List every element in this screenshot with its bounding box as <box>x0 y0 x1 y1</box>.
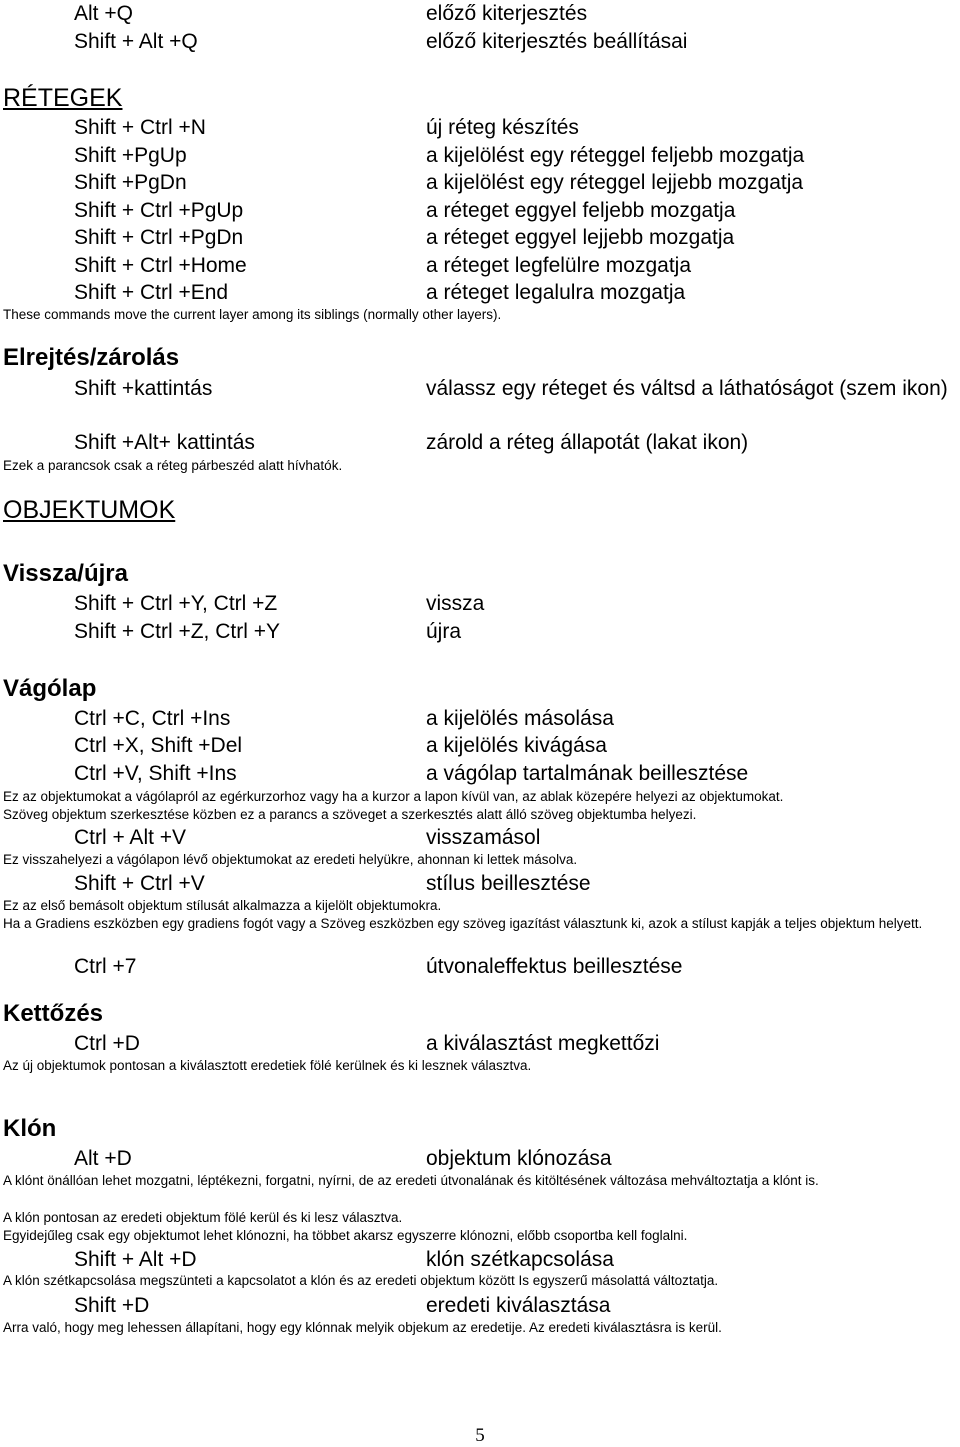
section-heading-duplicate: Kettőzés <box>3 1000 104 1027</box>
shortcut-key: Shift +PgUp <box>74 144 187 167</box>
note-text: Ezek a parancsok csak a réteg párbeszéd alatt hívhatók. <box>3 458 343 473</box>
shortcut-key: Shift + Alt +Q <box>74 30 198 53</box>
shortcut-key: Shift + Alt +D <box>74 1248 197 1271</box>
shortcut-key: Ctrl +7 <box>74 955 137 978</box>
shortcut-key: Shift + Ctrl +End <box>74 281 229 304</box>
shortcut-key: Ctrl + Alt +V <box>74 826 187 849</box>
shortcut-key: Alt +Q <box>74 2 133 25</box>
note-text: These commands move the current layer among its siblings (normally other layers). <box>3 307 502 322</box>
shortcut-description: eredeti kiválasztása <box>426 1294 611 1317</box>
shortcut-description: a réteget eggyel lejjebb mozgatja <box>426 226 735 249</box>
shortcut-description: a kijelölés másolása <box>426 707 614 730</box>
section-heading-objects: OBJEKTUMOK <box>3 496 176 524</box>
shortcut-description: klón szétkapcsolása <box>426 1248 614 1271</box>
note-text: Egyidejűleg csak egy objektumot lehet klónozni, ha többet akarsz egyszerre klónozni, előbb csoportba kell foglalni. <box>3 1228 688 1243</box>
shortcut-key: Shift + Ctrl +PgDn <box>74 226 244 249</box>
note-text: A klónt önállóan lehet mozgatni, léptékezni, forgatni, nyírni, de az eredeti útvonalának és kitöltésének változása mehváltoztatja a klónt is. <box>3 1173 819 1188</box>
section-heading-clone: Klón <box>3 1115 57 1142</box>
shortcut-key: Ctrl +X, Shift +Del <box>74 734 243 757</box>
shortcut-key: Shift + Ctrl +N <box>74 116 206 139</box>
shortcut-description: válassz egy réteget és váltsd a láthatóságot (szem ikon) <box>426 377 948 400</box>
shortcut-description: a kijelölés kivágása <box>426 734 607 757</box>
shortcut-description: vissza <box>426 592 485 615</box>
shortcut-description: a kiválasztást megkettőzi <box>426 1032 660 1055</box>
shortcut-key: Ctrl +C, Ctrl +Ins <box>74 707 231 730</box>
shortcut-description: visszamásol <box>426 826 541 849</box>
shortcut-description: előző kiterjesztés <box>426 2 588 25</box>
note-text: Ha a Gradiens eszközben egy gradiens fogót vagy a Szöveg eszközben egy szöveg igazítást választunk ki, azok a stílust kapják a teljes objektum helyett. <box>3 916 923 931</box>
shortcut-key: Shift + Ctrl +Z, Ctrl +Y <box>74 620 280 643</box>
shortcut-key: Shift +Alt+ kattintás <box>74 431 255 454</box>
note-text: Szöveg objektum szerkesztése közben ez a parancs a szöveget a szerkesztés alatt álló szöveg objektumba helyezi. <box>3 807 697 822</box>
shortcut-description: a réteget legfelülre mozgatja <box>426 254 691 277</box>
shortcut-key: Shift + Ctrl +V <box>74 872 205 895</box>
note-text: Az új objektumok pontosan a kiválasztott eredetiek fölé kerülnek és ki lesznek választva. <box>3 1058 532 1073</box>
shortcut-description: a kijelölést egy réteggel lejjebb mozgatja <box>426 171 804 194</box>
note-text: Ez az objektumokat a vágólapról az egérkurzorhoz vagy ha a kurzor a lapon kívül van, az ablak közepére helyezi az objektumokat. <box>3 789 784 804</box>
shortcut-key: Shift + Ctrl +PgUp <box>74 199 244 222</box>
shortcut-key: Ctrl +D <box>74 1032 140 1055</box>
section-heading-layers: RÉTEGEK <box>3 84 123 112</box>
shortcut-description: zárold a réteg állapotát (lakat ikon) <box>426 431 749 454</box>
section-heading-hide-lock: Elrejtés/zárolás <box>3 344 180 371</box>
shortcut-key: Alt +D <box>74 1147 132 1170</box>
shortcut-key: Shift +D <box>74 1294 150 1317</box>
shortcut-description: objektum klónozása <box>426 1147 612 1170</box>
note-text: Arra való, hogy meg lehessen állapítani, hogy egy klónnak melyik objekum az eredetije. Az eredeti kiválasztásra is kerül. <box>3 1320 722 1335</box>
note-text: A klón pontosan az eredeti objektum fölé kerül és ki lesz választva. <box>3 1210 403 1225</box>
shortcut-description: újra <box>426 620 462 643</box>
section-heading-undo-redo: Vissza/újra <box>3 560 128 587</box>
shortcut-description: stílus beillesztése <box>426 872 591 895</box>
shortcut-description: útvonaleffektus beillesztése <box>426 955 683 978</box>
shortcut-key: Shift + Ctrl +Y, Ctrl +Z <box>74 592 278 615</box>
shortcut-key: Shift +PgDn <box>74 171 187 194</box>
note-text: Ez visszahelyezi a vágólapon lévő objektumokat az eredeti helyükre, ahonnan ki lettek másolva. <box>3 852 578 867</box>
shortcut-key: Shift +kattintás <box>74 377 213 400</box>
shortcut-description: a vágólap tartalmának beillesztése <box>426 762 749 785</box>
shortcut-description: új réteg készítés <box>426 116 579 139</box>
shortcut-description: a réteget legalulra mozgatja <box>426 281 686 304</box>
shortcut-description: előző kiterjesztés beállításai <box>426 30 688 53</box>
section-heading-clipboard: Vágólap <box>3 675 97 702</box>
shortcut-key: Ctrl +V, Shift +Ins <box>74 762 237 785</box>
shortcut-description: a réteget eggyel feljebb mozgatja <box>426 199 736 222</box>
note-text: Ez az első bemásolt objektum stílusát alkalmazza a kijelölt objektumokra. <box>3 898 442 913</box>
page-number: 5 <box>475 1425 485 1446</box>
shortcut-key: Shift + Ctrl +Home <box>74 254 247 277</box>
shortcut-description: a kijelölést egy réteggel feljebb mozgatja <box>426 144 805 167</box>
note-text: A klón szétkapcsolása megszünteti a kapcsolatot a klón és az eredeti objektum között Is egyszerű másolattá változtatja. <box>3 1273 719 1288</box>
